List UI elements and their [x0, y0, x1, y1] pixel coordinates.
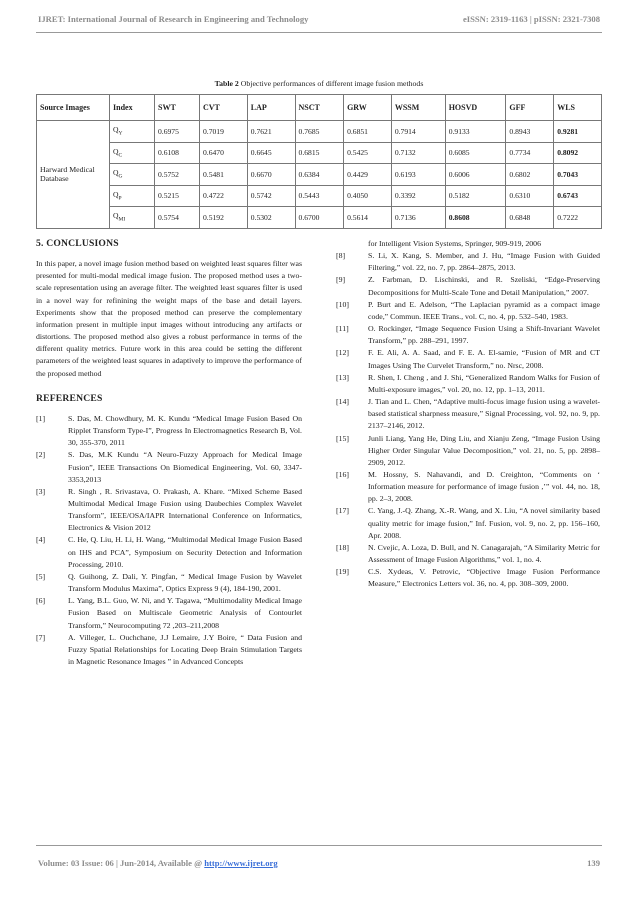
reference-number: [9] — [336, 275, 346, 285]
table-header-row — [37, 95, 602, 121]
reference-text: C.S. Xydeas, V. Petrovic, “Objective Image Fusion Performance Measure,” Electronics Letters vol. 36, no. 4, pp. 308–309, 2000. — [368, 567, 600, 589]
reference-text: S. Li, X. Kang, S. Member, and J. Hu, “Image Fusion with Guided Filtering,” vol. 22, no. 7, pp. 2864–2875, 2013. — [368, 251, 600, 273]
reference-number: [19] — [336, 567, 349, 577]
reference-item — [36, 413, 302, 449]
value-cell: 0.4429 — [344, 164, 392, 186]
value-cell: 0.6815 — [295, 142, 344, 164]
value-cell: 0.6802 — [506, 164, 554, 186]
value-cell: 0.7621 — [247, 121, 295, 143]
reference-number: [1] — [36, 413, 46, 423]
header-cell: WLS — [554, 95, 602, 121]
right-column — [336, 238, 600, 591]
references-heading: REFERENCES — [36, 392, 103, 404]
reference-item — [336, 566, 600, 590]
reference-number: [6] — [36, 596, 46, 606]
reference-item — [336, 347, 600, 371]
reference-item — [336, 469, 600, 505]
reference-item — [36, 632, 302, 668]
reference-text: R. Singh , R. Srivastava, O. Prakash, A. Khare. “Mixed Scheme Based Multimodal Medical Image Fusion using Daubechies Complex Wavelet Transform”, IEEE/OSA/IAPR International Conference on Informatics, Electronics & Vision 2012 — [68, 486, 302, 533]
reference-text: C. Yang, J.-Q. Zhang, X.-R. Wang, and X. Liu, “A novel similarity based quality metric for image fusion,” Inf. Fusion, vol. 9, no. 2, pp. 156–160, Apr. 2008. — [368, 506, 600, 540]
header-cell: WSSM — [391, 95, 445, 121]
table-caption-text: Objective performances of different image fusion methods — [238, 79, 424, 88]
header-cell: Index — [110, 95, 155, 121]
header-rule — [36, 32, 602, 33]
results-table — [36, 94, 602, 229]
reference-item — [336, 433, 600, 469]
table-row — [37, 207, 602, 229]
reference-item — [36, 486, 302, 535]
value-cell: 0.6193 — [391, 164, 445, 186]
reference-text: Junli Liang, Yang He, Ding Liu, and Xianju Zeng, “Image Fusion Using Higher Order Singular Value Decomposition,” vol. 21, no. 5, pp. 2898–2909, 2012. — [368, 433, 600, 467]
reference-text: O. Rockinger, “Image Sequence Fusion Using a Shift-Invariant Wavelet Transform,” pp. 288–291, 1997. — [368, 324, 600, 346]
left-column — [36, 238, 302, 668]
reference-text: A. Villeger, L. Ouchchane, J.J Lemaire, J.Y Boire, “ Data Fusion and Fuzzy Spatial Relationships for Locating Deep Brain Stimulation Targets in Magnetic Resonance Images ” in Advanced Concepts — [68, 632, 302, 666]
reference-text: C. He, Q. Liu, H. Li, H. Wang, “Multimodal Medical Image Fusion Based on IHS and PCA”, Symposium on Security Detection and Information Processing, 2010. — [68, 535, 302, 569]
reference-number: [15] — [336, 433, 349, 443]
value-cell: 0.6670 — [247, 164, 295, 186]
references-list-right — [336, 250, 600, 590]
table-row — [37, 121, 602, 143]
reference-text: Q. Guihong, Z. Dali, Y. Pingfan, “ Medical Image Fusion by Wavelet Transform Modulus Maxima”, Optics Express 9 (4), 184-190, 2001. — [68, 571, 302, 594]
reference-text: M. Hossny, S. Nahavandi, and D. Creighton, “Comments on ‘ Information measure for performance of image fusion ,’” vol. 44, no. 18, pp. 2–3, 2008. — [368, 469, 600, 504]
reference-continuation: for Intelligent Vision Systems, Springer, 909-919, 2006 — [368, 239, 541, 248]
value-cell: 0.7222 — [554, 207, 602, 229]
reference-number: [7] — [36, 632, 46, 642]
table-row — [37, 142, 602, 164]
index-cell: $Q_P$ — [110, 185, 155, 207]
value-cell: 0.6700 — [295, 207, 344, 229]
value-cell: 0.5302 — [247, 207, 295, 229]
value-cell: 0.9281 — [554, 121, 602, 143]
index-cell: $Q_G$ — [110, 164, 155, 186]
header-cell: NSCT — [295, 95, 344, 121]
table-row — [37, 185, 602, 207]
value-cell: 0.6085 — [445, 142, 506, 164]
source-cell: Harward Medical Database — [37, 121, 110, 229]
header-cell: SWT — [155, 95, 200, 121]
value-cell: 0.5752 — [155, 164, 200, 186]
page-number: 139 — [587, 858, 600, 868]
reference-item — [36, 571, 302, 595]
value-cell: 0.5192 — [200, 207, 248, 229]
value-cell: 0.4050 — [344, 185, 392, 207]
reference-number: [17] — [336, 506, 349, 516]
reference-number: [8] — [336, 251, 346, 261]
reference-item — [36, 449, 302, 485]
reference-text: S. Das, M.K Kundu “A Neuro-Fuzzy Approach for Medical Image Fusion”, IEEE Transactions On Biomedical Engineering, Vol. 60, 3347-3353,2013 — [68, 450, 302, 484]
footer-rule — [36, 845, 602, 846]
reference-number: [12] — [336, 348, 349, 358]
reference-item — [336, 250, 600, 274]
reference-text: Z. Farbman, D. Lischinski, and R. Szeliski, “Edge-Preserving Decompositions for Multi-Scale Tone and Detail Manipulation,” 2007. — [368, 275, 600, 297]
value-cell: 0.6470 — [200, 142, 248, 164]
table-row — [37, 164, 602, 186]
references-list-left — [36, 413, 302, 668]
reference-item — [336, 323, 600, 347]
value-cell: 0.9133 — [445, 121, 506, 143]
reference-number: [2] — [36, 450, 46, 460]
value-cell: 0.5443 — [295, 185, 344, 207]
volume-info: Volume: 03 Issue: 06 | Jun-2014, Available @ — [38, 858, 205, 868]
reference-item — [336, 396, 600, 432]
reference-text: P. Burt and E. Adelson, “The Laplacian pyramid as a compact image code,” Commun. IEEE Trans., vol. C, no. 4, pp. 532–540, 1983. — [368, 299, 600, 321]
reference-item — [336, 505, 600, 541]
value-cell: 0.6310 — [506, 185, 554, 207]
reference-number: [10] — [336, 299, 349, 309]
reference-number: [3] — [36, 486, 46, 496]
reference-number: [16] — [336, 469, 349, 479]
reference-text: J. Tian and L. Chen, “Adaptive multi-focus image fusion using a wavelet-based statistical sharpness measure,” Signal Processing, vol. 92, no. 9, pp. 2137–2146, 2012. — [368, 397, 600, 431]
index-cell: $Q_C$ — [110, 142, 155, 164]
reference-number: [14] — [336, 397, 349, 407]
header-cell: LAP — [247, 95, 295, 121]
running-header — [38, 14, 600, 28]
reference-number: [5] — [36, 571, 46, 581]
issn: eISSN: 2319-1163 | pISSN: 2321-7308 — [462, 14, 600, 24]
value-cell: 0.7019 — [200, 121, 248, 143]
reference-item — [36, 595, 302, 631]
value-cell: 0.4722 — [200, 185, 248, 207]
table-caption-label: Table 2 — [214, 79, 239, 88]
header-cell: CVT — [200, 95, 248, 121]
table-body — [37, 121, 602, 229]
reference-text: R. Shen, I. Cheng , and J. Shi, “Generalized Random Walks for Fusion of Multi-exposure images,” vol. 20, no. 12, pp. 1–13, 2011. — [368, 372, 600, 394]
value-cell: 0.7136 — [391, 207, 445, 229]
value-cell: 0.6645 — [247, 142, 295, 164]
value-cell: 0.8092 — [554, 142, 602, 164]
value-cell: 0.5425 — [344, 142, 392, 164]
value-cell: 0.6108 — [155, 142, 200, 164]
value-cell: 0.3392 — [391, 185, 445, 207]
reference-item — [336, 274, 600, 298]
value-cell: 0.6848 — [506, 207, 554, 229]
conclusions-heading: 5. CONCLUSIONS — [36, 238, 119, 249]
reference-item — [36, 534, 302, 570]
header-cell: GFF — [506, 95, 554, 121]
reference-item — [336, 299, 600, 323]
journal-link[interactable]: http://www.ijret.org — [204, 858, 278, 868]
reference-number: [11] — [336, 324, 349, 334]
value-cell: 0.6006 — [445, 164, 506, 186]
reference-number: [13] — [336, 372, 349, 382]
table-caption — [36, 79, 602, 88]
value-cell: 0.5742 — [247, 185, 295, 207]
reference-number: [4] — [36, 535, 46, 545]
value-cell: 0.7685 — [295, 121, 344, 143]
value-cell: 0.6384 — [295, 164, 344, 186]
index-cell: $Q_{MI}$ — [110, 207, 155, 229]
value-cell: 0.5215 — [155, 185, 200, 207]
header-cell: Source Images — [37, 95, 110, 121]
index-cell: $Q_Y$ — [110, 121, 155, 143]
journal-name: IJRET: International Journal of Research in Engineering and Technology — [38, 14, 309, 24]
value-cell: 0.8608 — [445, 207, 506, 229]
value-cell: 0.6743 — [554, 185, 602, 207]
value-cell: 0.5182 — [445, 185, 506, 207]
value-cell: 0.7734 — [506, 142, 554, 164]
value-cell: 0.7043 — [554, 164, 602, 186]
reference-text: F. E. Ali, A. A. Saad, and F. E. A. El-samie, “Fusion of MR and CT Images Using The Curvelet Transform,” no. Nrsc, 2008. — [368, 348, 600, 370]
reference-text: L. Yang, B.L. Guo, W. Ni, and Y. Tagawa, “Multimodality Medical Image Fusion Based on Multiscale Geometric Analysis of Contourlet Transform,” Neurocomputing 72 ,203–211,2008 — [68, 596, 302, 630]
conclusions-text: In this paper, a novel image fusion method based on weighted least squares filter was presented for multi-modal medical image fusion. The proposed method uses a two-scale representation using an average filter. The weighted least squares filter is used in a novel way for refinining the weight maps of the base and detail layers. Experiments show that the proposed method can preserve the complementary information present in multiple input images without introducing any artifacts or distortions. The proposed method also gives a robust performance in terms of the different quality metrics. Future work in this area could be setting the different parameters of the weighted least squares in adaptively to improve the performance of the proposed method — [36, 259, 302, 378]
reference-item — [336, 372, 600, 396]
value-cell: 0.7132 — [391, 142, 445, 164]
value-cell: 0.7914 — [391, 121, 445, 143]
value-cell: 0.5481 — [200, 164, 248, 186]
value-cell: 0.8943 — [506, 121, 554, 143]
value-cell: 0.5614 — [344, 207, 392, 229]
reference-item — [336, 542, 600, 566]
header-cell: GRW — [344, 95, 392, 121]
header-cell: HOSVD — [445, 95, 506, 121]
value-cell: 0.6851 — [344, 121, 392, 143]
reference-number: [18] — [336, 542, 349, 552]
reference-text: N. Cvejic, A. Loza, D. Bull, and N. Canagarajah, “A Similarity Metric for Assessment of Image Fusion Algorithms,” vol. 1, no. 4. — [368, 542, 600, 565]
value-cell: 0.6975 — [155, 121, 200, 143]
reference-text: S. Das, M. Chowdhury, M. K. Kundu “Medical Image Fusion Based On Ripplet Transform Type-I”, Progress In Electromagnetics Research B, Vol. 30, 355-370, 2011 — [68, 413, 302, 448]
value-cell: 0.5754 — [155, 207, 200, 229]
